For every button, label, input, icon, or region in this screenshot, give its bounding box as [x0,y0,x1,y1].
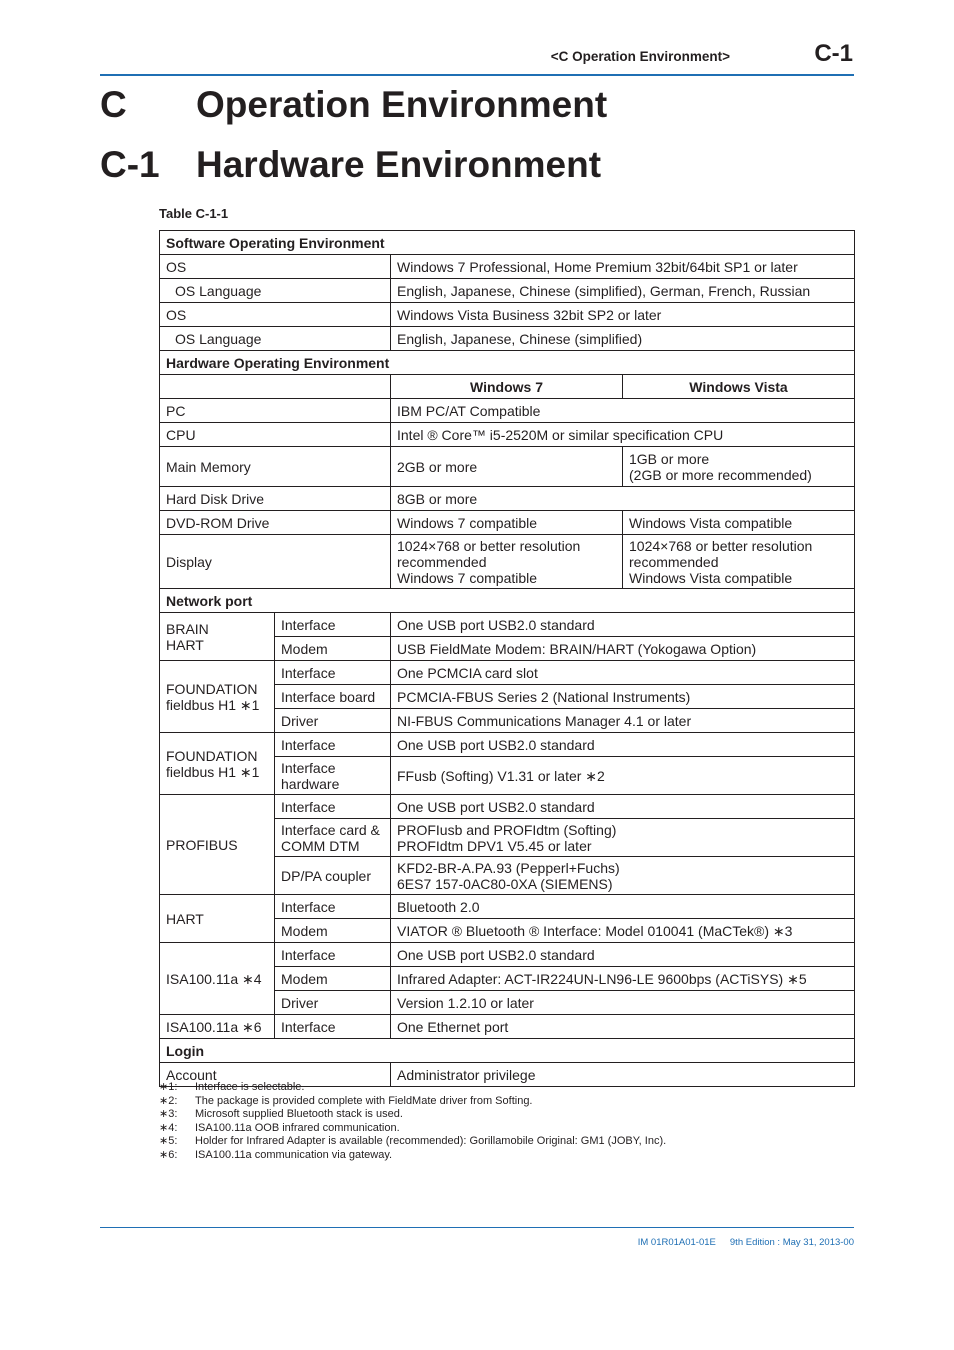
sub-label: Interface board [275,685,391,709]
footnote-text: Holder for Infrared Adapter is available (recommended): Gorillamobile Original: GM1 (JOBY, Inc). [195,1135,667,1147]
col-header-vista: Windows Vista [623,375,855,399]
page-footer [638,1237,854,1248]
sub-label: Interface [275,613,391,637]
table-row [160,423,855,447]
sub-label: Interface [275,661,391,685]
hardware-heading: Hardware Operating Environment [160,351,855,375]
row-value: Bluetooth 2.0 [391,895,855,919]
row-value: 8GB or more [391,487,855,511]
edition: 9th Edition : May 31, 2013-00 [729,1237,854,1248]
footnote-text: ISA100.11a OOB infrared communication. [195,1121,400,1134]
header-rule [100,74,854,76]
value-line: 1024×768 or better resolution [629,537,813,554]
row-value [391,819,855,857]
group-label [160,733,275,795]
footnote-text: The package is provided complete with FieldMate driver from Softing. [195,1094,533,1107]
row-label: OS [160,303,391,327]
sub-label: Interface [275,733,391,757]
row-value: One USB port USB2.0 standard [391,733,855,757]
group-line: FOUNDATION [166,747,258,764]
row-label: PC [160,399,391,423]
value-line: PROFIusb and PROFIdtm (Softing) [397,821,617,838]
environment-table [159,230,855,1087]
row-value: Windows Vista compatible [623,511,855,535]
sub-label: Modem [275,967,391,991]
row-label: OS Language [160,279,391,303]
sub-label: Driver [275,991,391,1015]
label-line: Interface [281,759,336,776]
login-heading: Login [160,1039,855,1063]
row-value: One USB port USB2.0 standard [391,795,855,819]
table-row [160,1039,855,1063]
footnote [159,1108,666,1122]
footnote-key: ∗6: [159,1148,178,1161]
group-line: HART [166,636,204,653]
value-line: PROFIdtm DPV1 V5.45 or later [397,837,592,854]
table-row [160,1015,855,1039]
row-value: Intel ® Core™ i5-2520M or similar specification CPU [391,423,855,447]
sub-label: DP/PA coupler [275,857,391,895]
chapter-number: C [100,84,127,125]
table-row [160,733,855,757]
sub-label: Interface [275,943,391,967]
row-value: 2GB or more [391,447,623,487]
row-label: CPU [160,423,391,447]
row-label: Account [160,1063,391,1087]
table-row [160,535,855,589]
row-value: USB FieldMate Modem: BRAIN/HART (Yokogawa Option) [391,637,855,661]
value-line: Windows 7 compatible [397,569,538,586]
row-value: One Ethernet port [391,1015,855,1039]
footer-rule [100,1227,854,1228]
table-row [160,895,855,919]
footnote-key: ∗1: [159,1081,178,1093]
sub-label: Driver [275,709,391,733]
group-label [160,661,275,733]
value-line: recommended [629,553,719,570]
row-value [623,535,855,589]
row-value: One PCMCIA card slot [391,661,855,685]
section-number: C-1 [100,144,160,185]
row-value: FFusb (Softing) V1.31 or later ∗2 [391,757,855,795]
sub-label [275,819,391,857]
value-line: recommended [397,553,487,570]
value-line: KFD2-BR-A.PA.93 (Pepperl+Fuchs) [397,859,620,876]
row-value [391,535,623,589]
table-row [160,303,855,327]
row-value: Windows 7 compatible [391,511,623,535]
footnote-key: ∗4: [159,1121,178,1134]
table-row [160,661,855,685]
group-line: fieldbus H1 ∗1 [166,763,260,780]
table-row [160,589,855,613]
footnote [159,1149,666,1163]
sub-label: Interface [275,795,391,819]
value-line: 1GB or more [629,450,710,467]
row-value: English, Japanese, Chinese (simplified) [391,327,855,351]
sub-label: Interface [275,1015,391,1039]
value-line: (2GB or more recommended) [629,466,812,483]
row-value: One USB port USB2.0 standard [391,613,855,637]
row-value: VIATOR ® Bluetooth ® Interface: Model 010041 (MaCTek®) ∗3 [391,919,855,943]
group-label: HART [160,895,275,943]
table-row [160,399,855,423]
group-line: fieldbus H1 ∗1 [166,696,260,713]
footnote-text: ISA100.11a communication via gateway. [195,1148,393,1161]
row-value: Windows Vista Business 32bit SP2 or later [391,303,855,327]
footnote [159,1081,666,1095]
footnote-text: Microsoft supplied Bluetooth stack is used. [195,1108,403,1120]
table-row [160,447,855,487]
group-line: BRAIN [166,620,209,637]
footnote [159,1135,666,1149]
doc-id: IM 01R01A01-01E [637,1237,716,1248]
row-label: Main Memory [160,447,391,487]
label-line: hardware [281,775,340,792]
row-label: DVD-ROM Drive [160,511,391,535]
footnote [159,1122,666,1136]
section-heading [100,144,601,186]
col-header-win7: Windows 7 [391,375,623,399]
footnote-key: ∗3: [159,1108,178,1120]
row-label: Hard Disk Drive [160,487,391,511]
row-value [391,857,855,895]
chapter-title: Operation Environment [196,84,608,125]
sub-label: Modem [275,637,391,661]
table-row [160,795,855,819]
row-value: IBM PC/AT Compatible [391,399,855,423]
table-row [160,943,855,967]
table-row [160,255,855,279]
network-heading: Network port [160,589,855,613]
row-value [623,447,855,487]
row-value: Infrared Adapter: ACT-IR224UN-LN96-LE 9600bps (ACTiSYS) ∗5 [391,967,855,991]
row-value: One USB port USB2.0 standard [391,943,855,967]
label-line: COMM DTM [281,837,360,854]
group-label: ISA100.11a ∗6 [160,1015,275,1039]
sub-label [275,757,391,795]
row-label: OS [160,255,391,279]
row-value: NI-FBUS Communications Manager 4.1 or later [391,709,855,733]
footnote-text: Interface is selectable. [195,1081,305,1093]
footnote [159,1095,666,1109]
group-label: ISA100.11a ∗4 [160,943,275,1015]
section-title: Hardware Environment [196,144,602,185]
table-row [160,487,855,511]
row-value: PCMCIA-FBUS Series 2 (National Instruments) [391,685,855,709]
label-line: Interface card & [281,821,380,838]
table-row [160,279,855,303]
row-value: English, Japanese, Chinese (simplified), German, French, Russian [391,279,855,303]
table-row [160,351,855,375]
table-row [160,327,855,351]
chapter-heading [100,84,607,126]
value-line: 1024×768 or better resolution [397,537,581,554]
footnote-key: ∗5: [159,1135,178,1147]
table-row [160,231,855,255]
sub-label: Interface [275,895,391,919]
table-row [160,511,855,535]
table-row [160,613,855,637]
table-row [160,375,855,399]
footnote-key: ∗2: [159,1094,178,1107]
table-caption: Table C-1-1 [159,206,229,221]
value-line: Windows Vista compatible [629,569,793,586]
row-value: Windows 7 Professional, Home Premium 32bit/64bit SP1 or later [391,255,855,279]
row-label: OS Language [160,327,391,351]
row-label: Display [160,535,391,589]
value-line: 6ES7 157-0AC80-0XA (SIEMENS) [397,875,613,892]
group-label [160,613,275,661]
software-heading: Software Operating Environment [160,231,855,255]
running-header: <C Operation Environment> [550,49,730,64]
row-value: Administrator privilege [391,1063,855,1087]
sub-label: Modem [275,919,391,943]
row-value: Version 1.2.10 or later [391,991,855,1015]
page-number: C-1 [814,40,853,67]
footnotes [159,1081,666,1162]
empty-cell [160,375,391,399]
group-label: PROFIBUS [160,795,275,895]
group-line: FOUNDATION [166,680,258,697]
